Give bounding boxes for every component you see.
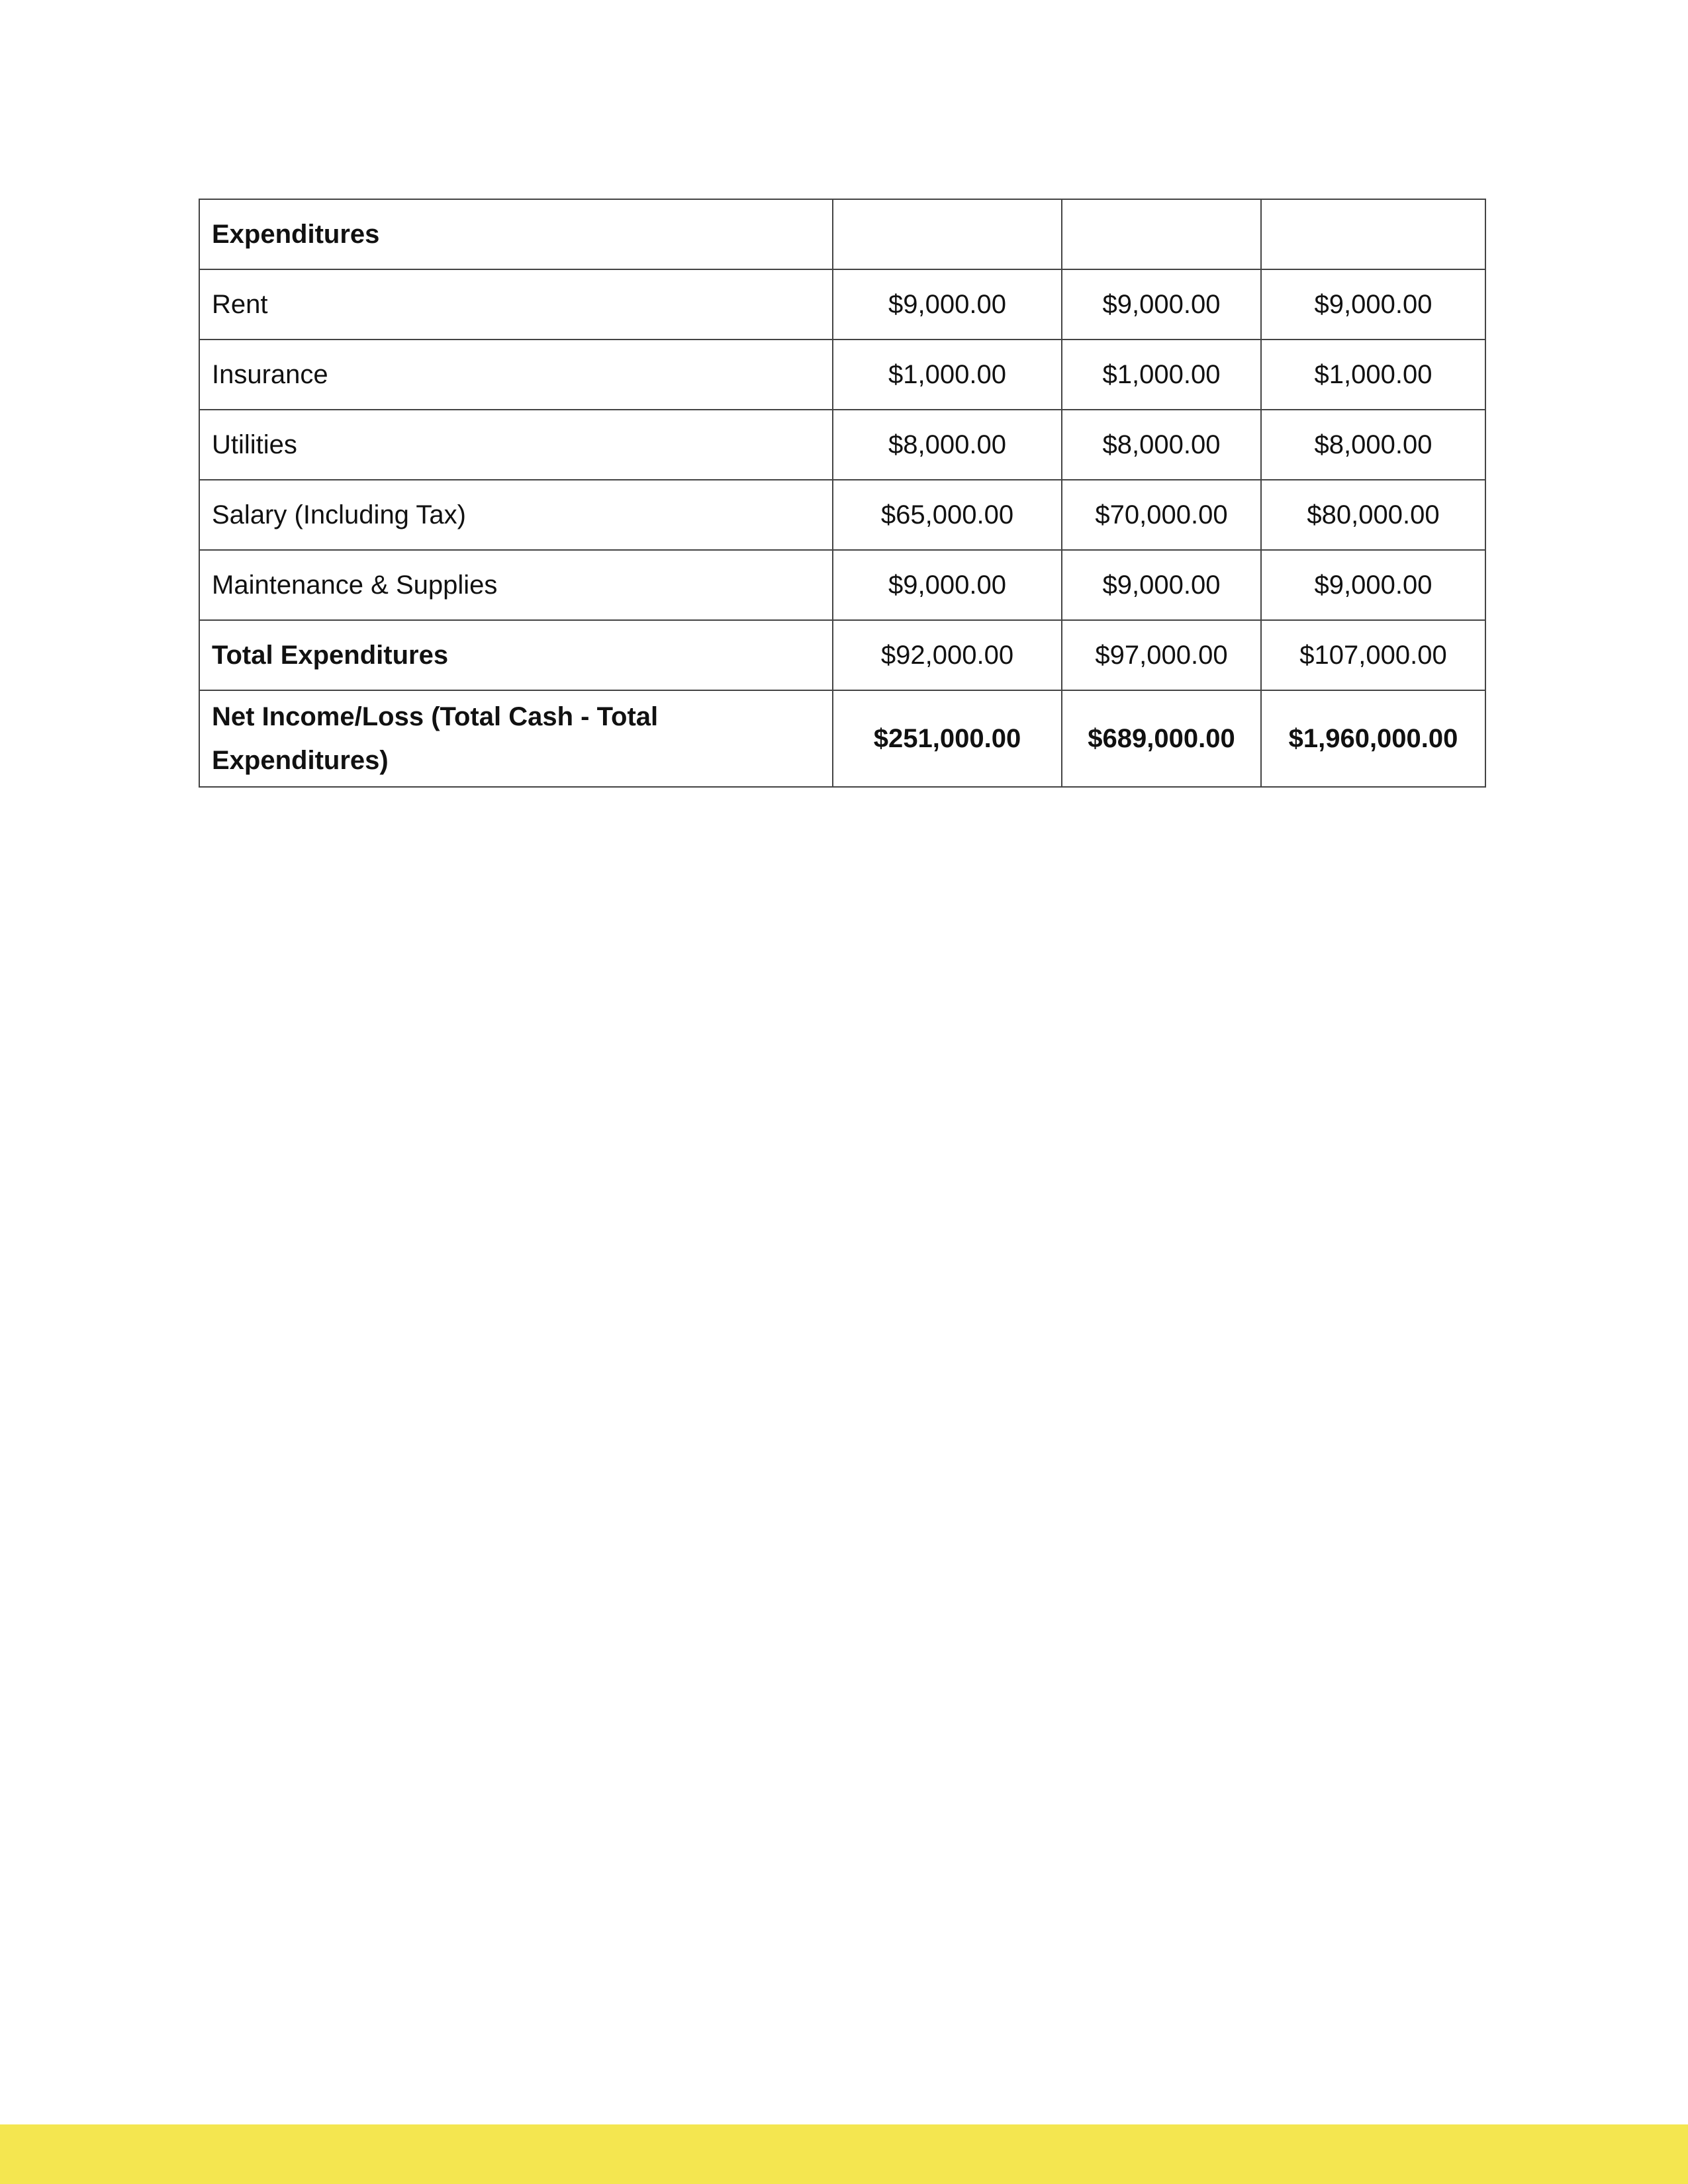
net-income-label: Net Income/Loss (Total Cash - Total Expenditures) [199,690,833,787]
total-value-2: $97,000.00 [1062,620,1261,690]
maintenance-value-3: $9,000.00 [1261,550,1485,620]
table-row [199,410,1485,480]
total-value-3: $107,000.00 [1261,620,1485,690]
header-cell-1 [833,199,1062,269]
table-header-row [199,199,1485,269]
table-row [199,269,1485,340]
net-value-3: $1,960,000.00 [1261,690,1485,787]
rent-value-2: $9,000.00 [1062,269,1261,340]
row-label-utilities: Utilities [199,410,833,480]
utilities-value-2: $8,000.00 [1062,410,1261,480]
maintenance-value-2: $9,000.00 [1062,550,1261,620]
table-row [199,550,1485,620]
table-row [199,480,1485,550]
net-income-row [199,690,1485,787]
total-expenditures-row [199,620,1485,690]
salary-value-2: $70,000.00 [1062,480,1261,550]
insurance-value-1: $1,000.00 [833,340,1062,410]
expenditures-heading: Expenditures [199,199,833,269]
header-cell-2 [1062,199,1261,269]
row-label-insurance: Insurance [199,340,833,410]
net-value-1: $251,000.00 [833,690,1062,787]
header-cell-3 [1261,199,1485,269]
maintenance-value-1: $9,000.00 [833,550,1062,620]
table-row [199,340,1485,410]
utilities-value-3: $8,000.00 [1261,410,1485,480]
row-label-rent: Rent [199,269,833,340]
total-expenditures-label: Total Expenditures [199,620,833,690]
row-label-maintenance: Maintenance & Supplies [199,550,833,620]
utilities-value-1: $8,000.00 [833,410,1062,480]
insurance-value-2: $1,000.00 [1062,340,1261,410]
insurance-value-3: $1,000.00 [1261,340,1485,410]
salary-value-3: $80,000.00 [1261,480,1485,550]
expenditures-table [199,199,1486,788]
row-label-salary: Salary (Including Tax) [199,480,833,550]
net-value-2: $689,000.00 [1062,690,1261,787]
total-value-1: $92,000.00 [833,620,1062,690]
rent-value-1: $9,000.00 [833,269,1062,340]
rent-value-3: $9,000.00 [1261,269,1485,340]
footer-accent-bar [0,2124,1688,2184]
salary-value-1: $65,000.00 [833,480,1062,550]
